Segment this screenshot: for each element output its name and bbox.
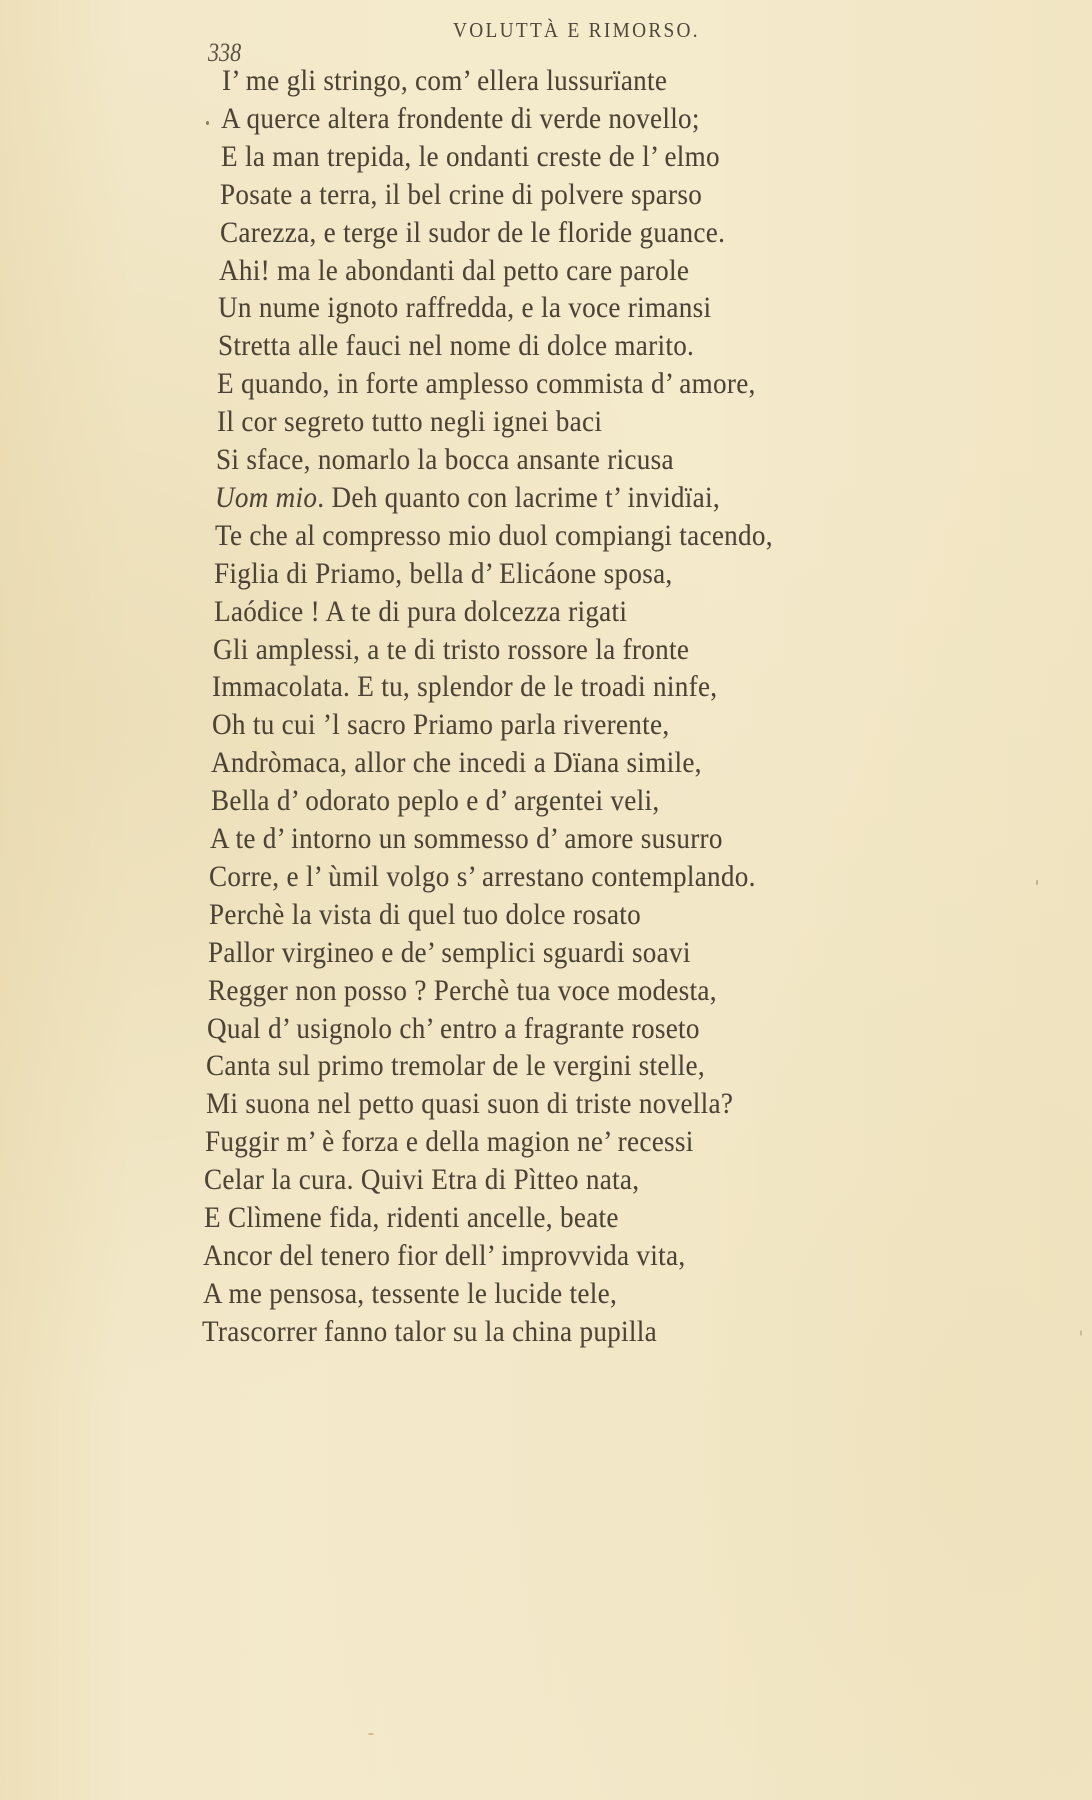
verse-text: Immacolata. E tu, splendor de le troadi ninfe, — [212, 670, 718, 704]
verse-text: Canta sul primo tremolar de le vergini stelle, — [206, 1049, 706, 1083]
verse-text: . Deh quanto con lacrime t’ invidïai, — [317, 480, 721, 514]
verse-line — [220, 139, 720, 173]
verse-line — [219, 215, 725, 249]
verse-text: Si sface, nomarlo la bocca ansante ricusa — [215, 443, 674, 476]
verse-text: Mi suona nel petto quasi suon di triste novella? — [205, 1087, 733, 1121]
verse-text: Carezza, e terge il sudor de le floride guance. — [219, 215, 725, 249]
verse-line — [202, 1314, 657, 1348]
verse-line — [206, 1089, 733, 1119]
verse-line — [213, 594, 627, 628]
verse-text: E la man trepida, le ondanti creste de l’ elmo — [220, 139, 720, 173]
verse-line — [216, 445, 674, 475]
verse-line — [208, 897, 641, 931]
verse-line — [218, 293, 711, 323]
verse-text: Ancor del tenero fior dell’ improvvida vita, — [203, 1238, 686, 1272]
verse-text: Laódice ! A te di pura dolcezza rigati — [213, 594, 627, 628]
verse-text: Oh tu cui ’l sacro Priamo parla riverente, — [211, 708, 670, 742]
verse-text: Te che al compresso mio duol compiangi tacendo, — [214, 518, 773, 552]
verse-line — [220, 177, 703, 211]
verse-text: Posate a terra, il bel crine di polvere sparso — [220, 177, 703, 211]
verse-line — [206, 1051, 705, 1081]
verse-text: Pallor virgineo e de’ semplici sguardi soavi — [208, 935, 691, 969]
verse-line — [212, 632, 690, 666]
verse-text: A te d’ intorno un sommesso d’ amore susurro — [209, 822, 723, 855]
margin-speck — [368, 1733, 374, 1735]
verse-line — [214, 518, 773, 552]
verse-line — [202, 1276, 617, 1310]
verse-line — [218, 331, 694, 361]
verse-text: Andròmaca, allor che incedi a Dïana simile, — [211, 746, 702, 780]
verse-line — [209, 859, 757, 893]
verse-line — [215, 480, 721, 514]
verse-line — [214, 556, 673, 590]
verse-line — [211, 748, 702, 778]
verse-line — [207, 973, 717, 1007]
verse-text: Gli amplessi, a te di tristo rossore la fronte — [212, 632, 690, 666]
verse-text: Trascorrer fanno talor su la china pupilla — [202, 1314, 657, 1348]
verse-text: Qual d’ usignolo ch’ entro a fragrante roseto — [206, 1011, 700, 1045]
verse-line — [219, 253, 690, 287]
verse-text: A me pensosa, tessente le lucide tele, — [202, 1276, 617, 1310]
verse-text: E Clìmene fida, ridenti ancelle, beate — [203, 1201, 619, 1234]
verse-text: Ahi! ma le abondanti dal petto care parole — [219, 253, 690, 287]
verse-text: Celar la cura. Quivi Etra di Pìtteo nata, — [204, 1163, 640, 1197]
verse-text: Fuggir m’ è forza e della magion ne’ recessi — [205, 1125, 694, 1159]
margin-speck — [206, 121, 209, 125]
verse-line — [205, 1127, 694, 1157]
verse-text: Il cor segreto tutto negli ignei baci — [216, 405, 602, 439]
verse-text: Stretta alle fauci nel nome di dolce marito. — [217, 329, 694, 363]
running-title: VOLUTTÀ E RIMORSO. — [453, 18, 700, 42]
verse-line — [221, 101, 701, 135]
verse-line — [212, 672, 717, 702]
verse-line — [208, 935, 691, 969]
verse-text: I’ me gli stringo, com’ ellera lussurïante — [222, 64, 668, 97]
verse-text: Perchè la vista di quel tuo dolce rosato — [208, 897, 641, 931]
verse-line — [203, 1238, 686, 1272]
verse-text: Corre, e l’ ùmil volgo s’ arrestano contemplando. — [209, 859, 757, 893]
verse-line — [217, 369, 756, 399]
page-number: 338 — [208, 38, 242, 67]
margin-speck — [1036, 880, 1038, 885]
verse-line — [204, 1203, 619, 1233]
verse-italic-text: Uom mio — [215, 480, 318, 514]
verse-text: Regger non posso ? Perchè tua voce modesta, — [207, 973, 717, 1007]
verse-text: Figlia di Priamo, bella d’ Elicáone sposa, — [214, 556, 673, 590]
margin-speck — [1080, 1330, 1082, 1336]
verse-line — [211, 786, 659, 816]
verse-line — [210, 824, 723, 854]
verse-line — [206, 1011, 700, 1045]
verse-text: Bella d’ odorato peplo e d’ argentei veli, — [210, 784, 659, 818]
verse-line — [222, 66, 667, 96]
verse-line — [212, 710, 669, 740]
verse-text: E quando, in forte amplesso commista d’ amore, — [217, 367, 756, 401]
verse-text: A querce altera frondente di verde novello; — [221, 101, 701, 135]
verse-text: Un nume ignoto raffredda, e la voce rimansi — [218, 291, 712, 325]
verse-line — [204, 1165, 639, 1195]
verse-line — [217, 407, 602, 437]
